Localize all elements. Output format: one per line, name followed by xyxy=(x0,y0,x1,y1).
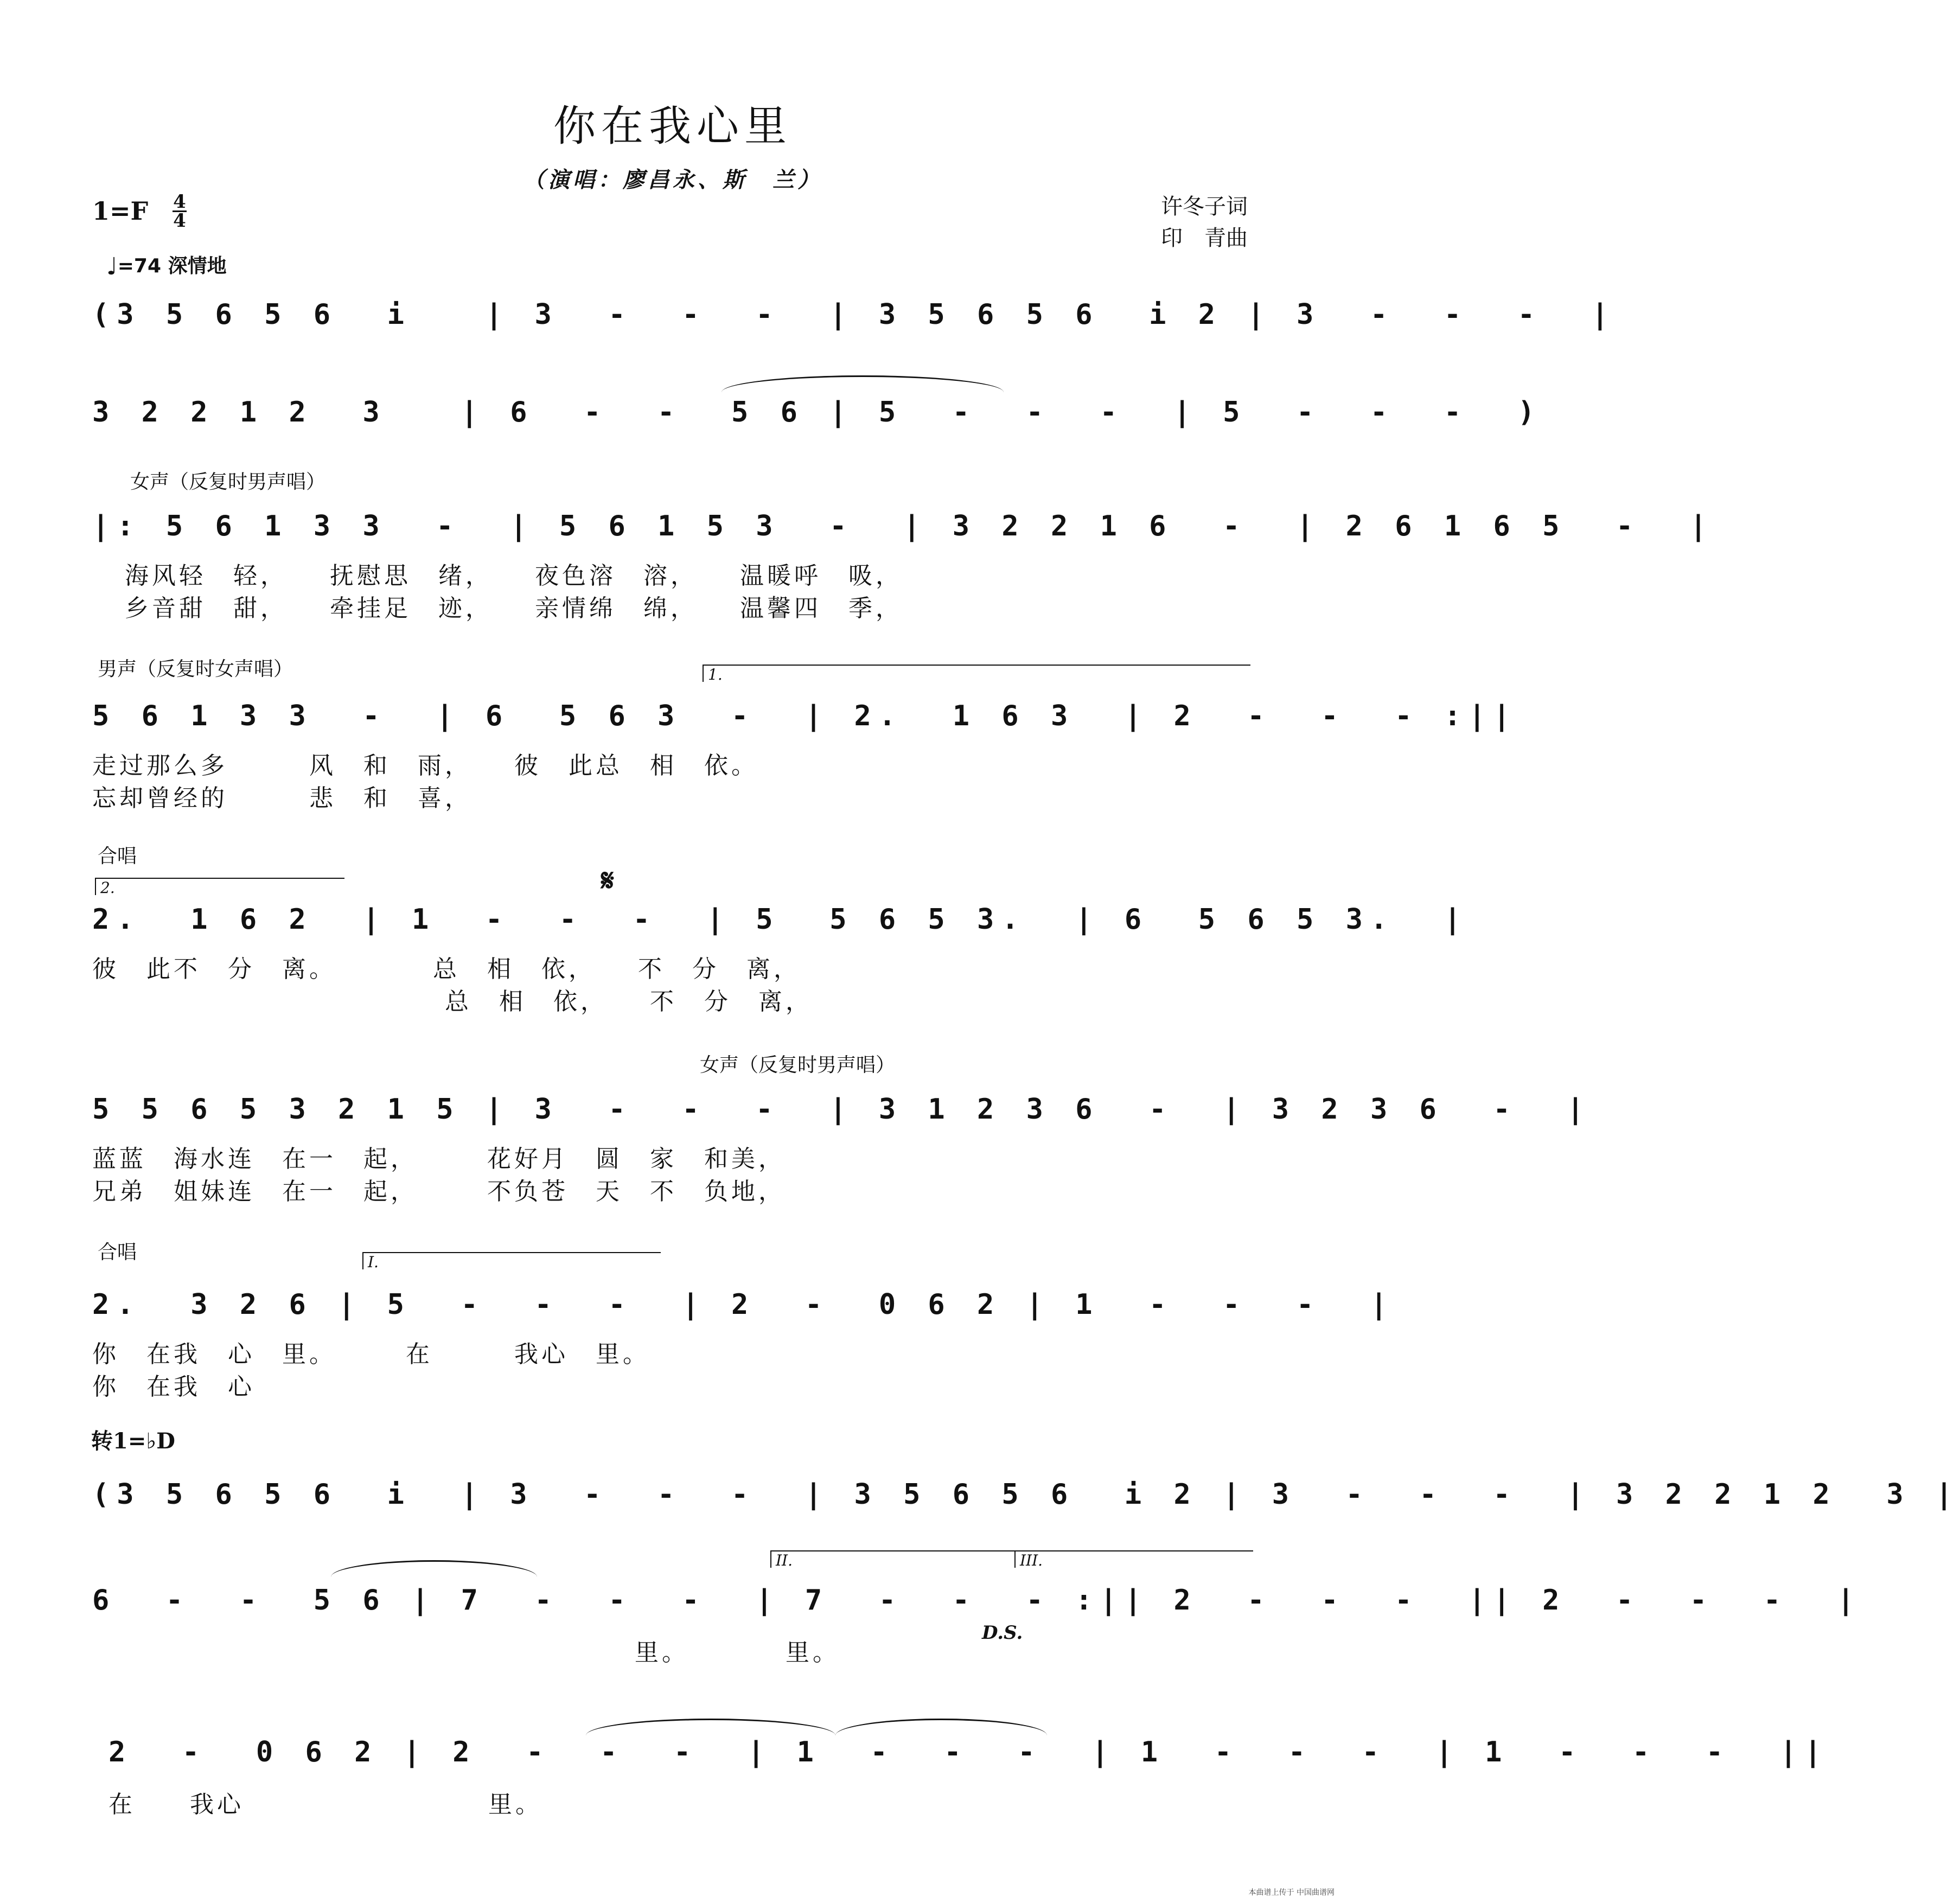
lyric-verse-1: 彼 此不 分 离。 总 相 依， 不 分 离， xyxy=(92,955,801,983)
voice-label: 合唱 xyxy=(98,845,137,867)
notation-line: 3 2 2 1 2 3 | 6 - - 5 6 | 5 - - - | 5 - - - ) xyxy=(92,396,1543,429)
slur xyxy=(586,1719,835,1735)
expression-mark: 深情地 xyxy=(168,255,227,277)
lyric-verse-1: 蓝蓝 海水连 在一 起， 花好月 圆 家 和美， xyxy=(92,1145,786,1173)
slur xyxy=(722,375,1004,392)
voice-label: 男声（反复时女声唱） xyxy=(98,658,293,680)
lyric-verse-1: 在 我心 里。 xyxy=(108,1791,542,1818)
notation-line: |: 5 6 1 3 3 - | 5 6 1 5 3 - | 3 2 2 1 6 - | 2 6 1 6 5 - | xyxy=(92,510,1715,542)
voice-label: 合唱 xyxy=(98,1241,137,1263)
song-title: 你在我心里 xyxy=(553,102,792,151)
composer: 印 青曲 xyxy=(1161,226,1248,251)
key-signature: 1=F xyxy=(92,196,149,226)
credits xyxy=(1161,191,1248,254)
footer-watermark: 本曲谱上传于 中国曲谱网 xyxy=(1248,1888,1335,1897)
lyricist: 许冬子词 xyxy=(1161,194,1248,219)
notation-line: (3 5 6 5 6 i | 3 - - - | 3 5 6 5 6 i 2 | 3 - - - | 3 2 2 1 2 3 | xyxy=(92,1478,1960,1511)
lyric-verse-2: 兄弟 姐妹连 在一 起， 不负苍 天 不 负地， xyxy=(92,1178,786,1205)
volta-bracket: 1. xyxy=(703,665,1250,682)
volta-bracket: I. xyxy=(362,1252,661,1269)
lyric-verse-1: 海风轻 轻， 抚慰思 绪， 夜色溶 溶， 温暖呼 吸， xyxy=(125,562,903,590)
notation-line: 2. 1 6 2 | 1 - - - | 5 5 6 5 3. | 6 5 6 5 3. | xyxy=(92,903,1469,936)
volta-bracket: II. xyxy=(770,1550,1014,1568)
quarter-note-icon: ♩ xyxy=(106,253,118,280)
volta-bracket: III. xyxy=(1014,1550,1253,1568)
segno-icon: 𝄋 xyxy=(601,863,615,898)
notation-line: 5 6 1 3 3 - | 6 5 6 3 - | 2. 1 6 3 | 2 - - - :|| xyxy=(92,700,1518,732)
dal-segno-mark: D.S. xyxy=(982,1622,1023,1644)
notation-line: (3 5 6 5 6 i | 3 - - - | 3 5 6 5 6 i 2 | 3 - - - | xyxy=(92,298,1617,331)
voice-label: 女声（反复时男声唱） xyxy=(700,1054,896,1076)
lyric-verse-1: 里。 里。 xyxy=(92,1639,840,1666)
notation-line: 6 - - 5 6 | 7 - - - | 7 - - - :|| 2 - - - || 2 - - - | xyxy=(92,1584,1862,1617)
notation-line: 2 - 0 6 2 | 2 - - - | 1 - - - | 1 - - - | 1 - - - || xyxy=(108,1736,1829,1768)
tempo-mark: ♩=74 深情地 xyxy=(106,253,227,280)
voice-label: 女声（反复时男声唱） xyxy=(130,471,326,493)
slur xyxy=(835,1719,1047,1735)
notation-line: 2. 3 2 6 | 5 - - - | 2 - 0 6 2 | 1 - - - | xyxy=(92,1288,1395,1321)
notation-line: 5 5 6 5 3 2 1 5 | 3 - - - | 3 1 2 3 6 - | 3 2 3 6 - | xyxy=(92,1093,1592,1126)
lyric-verse-2: 你 在我 心 xyxy=(92,1373,255,1401)
lyric-verse-2: 忘却曾经的 悲 和 喜， xyxy=(92,784,472,812)
lyric-verse-2: 总 相 依， 不 分 离， xyxy=(92,988,813,1016)
time-signature: 4 4 xyxy=(173,191,186,232)
volta-bracket: 2. xyxy=(95,878,344,895)
lyric-verse-2: 乡音甜 甜， 牵挂足 迹， 亲情绵 绵， 温馨四 季， xyxy=(125,595,903,622)
slur xyxy=(331,1560,537,1577)
performers: （演唱：廖昌永、斯 兰） xyxy=(523,167,822,193)
lyric-verse-1: 走过那么多 风 和 雨， 彼 此总 相 依。 xyxy=(92,752,758,780)
lyric-verse-1: 你 在我 心 里。 在 我心 里。 xyxy=(92,1340,650,1368)
key-change-label: 转1=♭D xyxy=(91,1428,175,1454)
